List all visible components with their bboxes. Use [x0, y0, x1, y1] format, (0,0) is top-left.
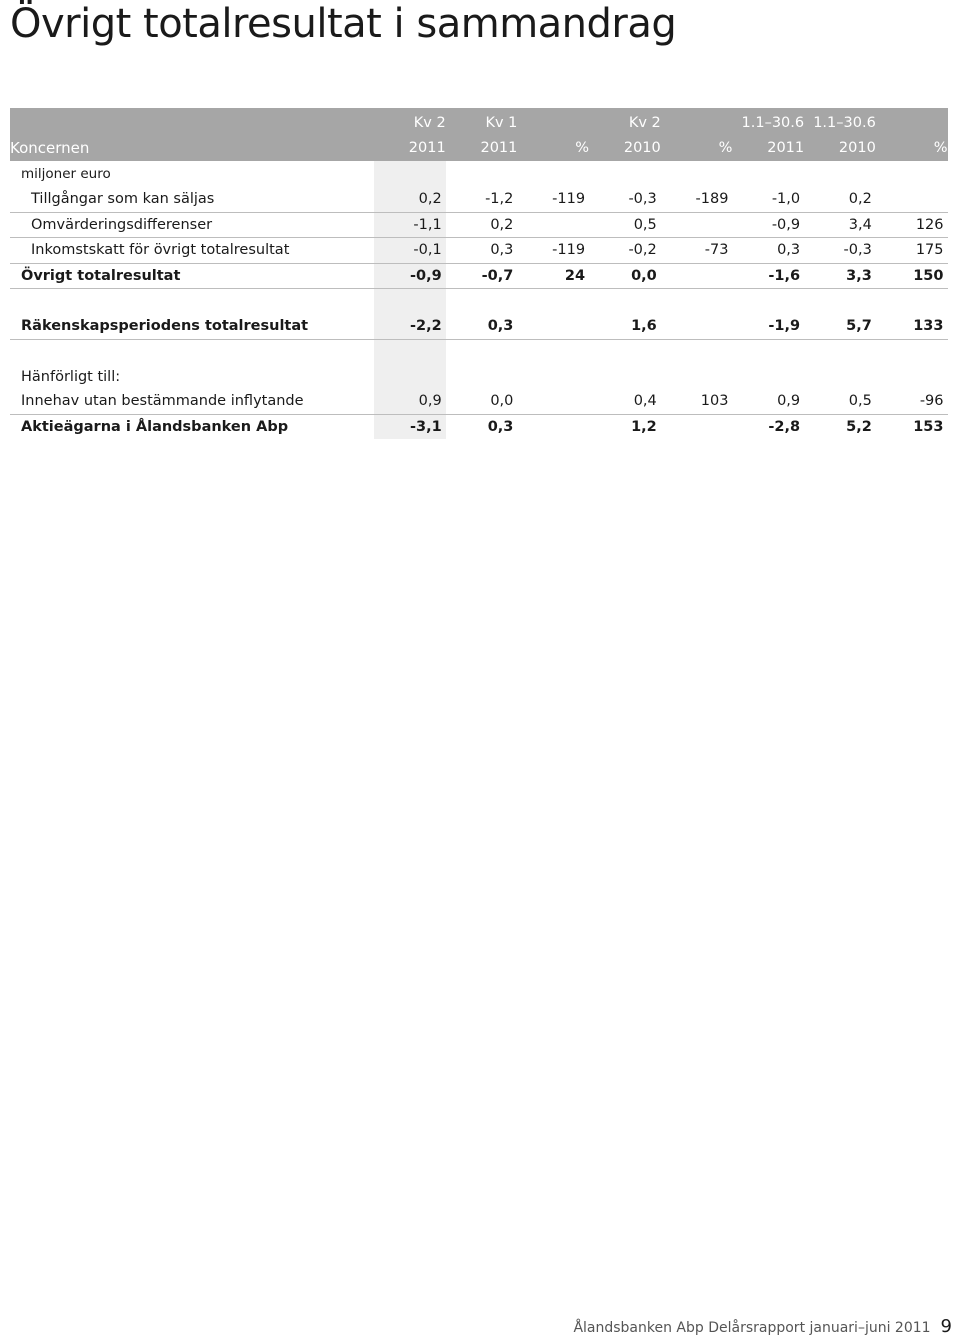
cell: 5,7: [804, 314, 876, 339]
cell: -119: [517, 238, 589, 264]
spacer-row: [10, 289, 948, 315]
cell: 0,2: [374, 187, 446, 212]
cell: -189: [661, 187, 733, 212]
cell: -96: [876, 389, 948, 414]
cell: [876, 187, 948, 212]
cell: 0,5: [589, 212, 661, 238]
header-label: Koncernen: [10, 108, 374, 161]
cell: 175: [876, 238, 948, 264]
page-footer: [573, 1316, 952, 1342]
cell: -0,9: [732, 212, 804, 238]
cell: 24: [517, 263, 589, 289]
unit-label: miljoner euro: [21, 166, 111, 182]
cell: 0,9: [374, 389, 446, 414]
page-title: Övrigt totalresultat i sammandrag: [10, 1, 677, 47]
cell: 0,3: [487, 418, 514, 435]
cell: -2,8: [768, 418, 801, 435]
cell: 0,3: [446, 314, 518, 339]
row-label: Innehav utan bestämmande inflytande: [10, 389, 374, 414]
cell: 3,3: [804, 263, 876, 289]
cell: 133: [876, 314, 948, 339]
table-row-total: [10, 314, 948, 339]
cell: 0,4: [589, 389, 661, 414]
cell: [876, 365, 948, 390]
footer-text: Ålandsbanken Abp Delårsrapport januari–juni 2011: [573, 1320, 931, 1336]
row-label: Aktieägarna i Ålandsbanken Abp: [21, 418, 289, 435]
cell: -0,2: [589, 238, 661, 264]
cell: [661, 212, 733, 238]
cell: [446, 365, 518, 390]
header-col-kv2-2010: Kv 2 2010: [589, 108, 661, 161]
cell: 0,2: [804, 187, 876, 212]
cell: -0,7: [446, 263, 518, 289]
cell: -119: [517, 187, 589, 212]
row-label: Omvärderingsdifferenser: [10, 212, 374, 238]
cell: 126: [876, 212, 948, 238]
table-header-row: [10, 108, 948, 161]
cell: [517, 365, 589, 390]
row-label: Inkomstskatt för övrigt totalresultat: [10, 238, 374, 264]
table-row-total: [10, 414, 948, 439]
cell: -0,3: [804, 238, 876, 264]
cell: [517, 389, 589, 414]
cell: [804, 365, 876, 390]
table-row: [10, 238, 948, 264]
cell: [374, 365, 446, 390]
cell: 103: [661, 389, 733, 414]
cell: [517, 212, 589, 238]
cell: [661, 414, 733, 439]
cell: [517, 314, 589, 339]
unit-row: [10, 161, 948, 187]
cell: 0,3: [446, 238, 518, 264]
cell: 0,9: [732, 389, 804, 414]
row-label: Hänförligt till:: [21, 368, 121, 385]
cell: 0,0: [446, 389, 518, 414]
header-col-pct-2: %: [661, 108, 733, 161]
cell: -1,1: [374, 212, 446, 238]
cell: 1,6: [589, 314, 661, 339]
cell: 0,3: [732, 238, 804, 264]
cell: -0,3: [589, 187, 661, 212]
cell: -73: [661, 238, 733, 264]
header-col-kv1-2011: Kv 1 2011: [446, 108, 518, 161]
header-col-pct-3: %: [876, 108, 948, 161]
cell: -1,9: [732, 314, 804, 339]
cell: 1,2: [631, 418, 657, 435]
row-label: Tillgångar som kan säljas: [10, 187, 374, 212]
header-col-kv2-2011: Kv 2 2011: [374, 108, 446, 161]
header-col-h1-2011: 1.1–30.6 2011: [732, 108, 804, 161]
cell: [661, 314, 733, 339]
table-row: [10, 389, 948, 414]
table-row-total: [10, 263, 948, 289]
cell: -1,6: [732, 263, 804, 289]
cell: 153: [913, 418, 944, 435]
cell: -1,2: [446, 187, 518, 212]
row-label: Övrigt totalresultat: [10, 263, 374, 289]
page-number: 9: [940, 1316, 952, 1337]
table-row: [10, 187, 948, 212]
spacer-row: [10, 339, 948, 365]
cell: -3,1: [374, 414, 446, 439]
cell: -0,1: [374, 238, 446, 264]
comprehensive-income-table-wrap: [10, 108, 946, 439]
row-label: Räkenskapsperiodens totalresultat: [10, 314, 374, 339]
header-col-h1-2010: 1.1–30.6 2010: [804, 108, 876, 161]
cell: 0,5: [804, 389, 876, 414]
cell: -1,0: [732, 187, 804, 212]
cell: [732, 365, 804, 390]
cell: 5,2: [846, 418, 872, 435]
cell: [661, 365, 733, 390]
cell: 0,2: [446, 212, 518, 238]
table-row: [10, 212, 948, 238]
cell: -2,2: [374, 314, 446, 339]
cell: [589, 365, 661, 390]
cell: 0,0: [589, 263, 661, 289]
cell: 150: [876, 263, 948, 289]
header-col-pct-1: %: [517, 108, 589, 161]
table-row: [10, 365, 948, 390]
cell: [661, 263, 733, 289]
cell: [517, 414, 589, 439]
comprehensive-income-table: [10, 108, 948, 439]
cell: -0,9: [374, 263, 446, 289]
cell: 3,4: [804, 212, 876, 238]
